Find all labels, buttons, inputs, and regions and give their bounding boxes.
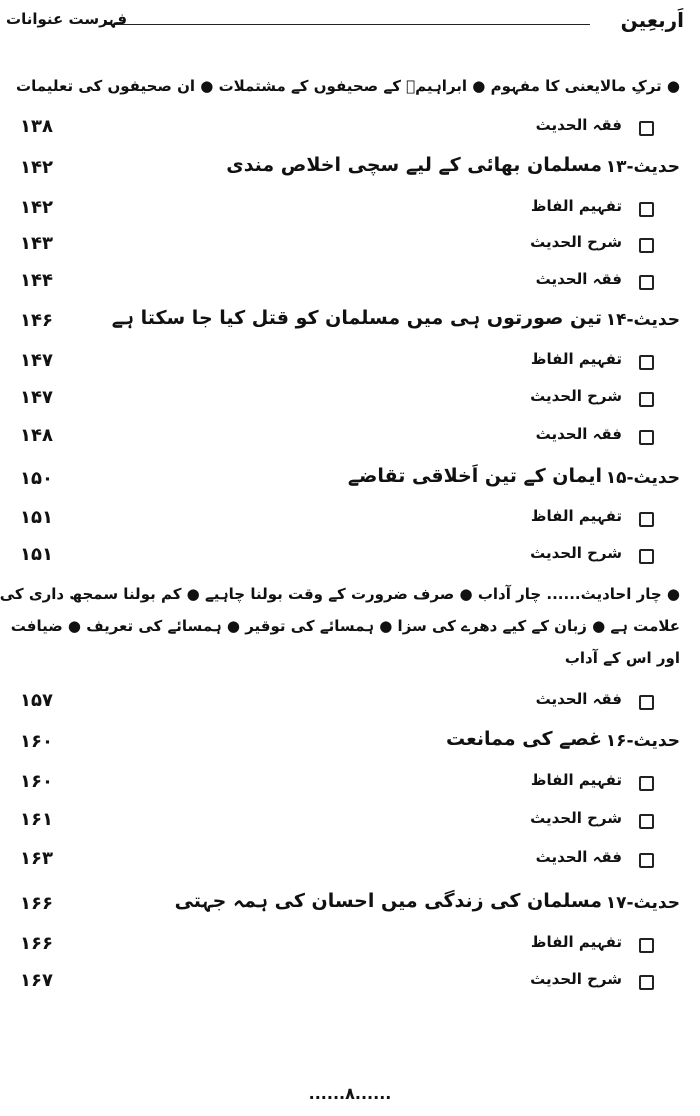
toc-row (0, 540, 700, 572)
checkbox-bullet-icon (639, 430, 654, 445)
hadith-label: حدیث-۱۵ (605, 468, 680, 488)
checkbox-bullet-icon (639, 695, 654, 710)
page-number: ۱۴۷ (20, 350, 53, 371)
toc-hadith-row (0, 727, 700, 759)
hadith-label: حدیث-۱۷ (605, 893, 680, 913)
checkbox-bullet-icon (639, 275, 654, 290)
hadith-label: حدیث-۱۶ (605, 731, 680, 751)
section-title: فہرست عنوانات (6, 10, 128, 28)
toc-entry-label: شرح الحدیث (530, 387, 622, 405)
toc-row (0, 421, 700, 453)
hadith-label: حدیث-۱۳ (605, 157, 680, 177)
checkbox-bullet-icon (639, 121, 654, 136)
toc-row (0, 929, 700, 961)
page-number: ۱۶۷ (20, 970, 53, 991)
footer-page-number: ......۸...... (308, 1084, 392, 1103)
checkbox-bullet-icon (639, 975, 654, 990)
toc-entry-label: تفہیم الفاظ (530, 350, 622, 368)
toc-row (0, 346, 700, 378)
toc-entry-label: تفہیم الفاظ (530, 507, 622, 525)
checkbox-bullet-icon (639, 853, 654, 868)
page-number: ۱۵۱ (20, 507, 53, 528)
checkbox-bullet-icon (639, 392, 654, 407)
toc-hadith-row (0, 306, 700, 338)
page-number: ۱۴۶ (20, 310, 53, 331)
toc-row (0, 805, 700, 837)
toc-entry-label: شرح الحدیث (530, 544, 622, 562)
toc-row (0, 112, 700, 144)
topics-paragraph-line: ● چار احادیث...... چار آداب ● صرف ضرورت کے وقت بولنا چاہیے ● کم بولنا سمجھ داری کی (0, 585, 680, 603)
page-number: ۱۶۳ (20, 848, 53, 869)
page-number: ۱۶۰ (20, 731, 53, 752)
checkbox-bullet-icon (639, 238, 654, 253)
toc-row (0, 193, 700, 225)
toc-hadith-row (0, 464, 700, 496)
toc-entry-label: شرح الحدیث (530, 809, 622, 827)
toc-entry-label: تفہیم الفاظ (530, 771, 622, 789)
toc-entry-label: فقہ الحدیث (535, 690, 622, 708)
toc-row (0, 503, 700, 535)
checkbox-bullet-icon (639, 549, 654, 564)
hadith-title: ایمان کے تین اَخلاقی تقاضے (347, 465, 602, 487)
toc-entry-label: تفہیم الفاظ (530, 197, 622, 215)
toc-row (0, 266, 700, 298)
toc-hadith-row (0, 889, 700, 921)
page-number: ۱۶۶ (20, 893, 53, 914)
topics-paragraph (0, 578, 680, 674)
toc-entry-label: تفہیم الفاظ (530, 933, 622, 951)
checkbox-bullet-icon (639, 938, 654, 953)
toc-hadith-row (0, 153, 700, 185)
hadith-title: تین صورتوں ہی میں مسلمان کو قتل کیا جا سکتا ہے (111, 307, 602, 329)
page-number: ۱۶۰ (20, 771, 53, 792)
toc-row (0, 844, 700, 876)
page-number: ۱۵۰ (20, 468, 53, 489)
intro-paragraph-line: ● ترکِ مالایعنی کا مفہوم ● ابراہیمؑ کے صحیفوں کے مشتملات ● ان صحیفوں کی تعلیمات (16, 77, 680, 95)
checkbox-bullet-icon (639, 814, 654, 829)
page-number: ۱۴۷ (20, 387, 53, 408)
checkbox-bullet-icon (639, 355, 654, 370)
hadith-title: مسلمان کی زندگی میں احسان کی ہمہ جہتی (174, 890, 602, 912)
page-number: ۱۶۱ (20, 809, 53, 830)
header-rule (104, 24, 590, 25)
topics-paragraph-line: علامت ہے ● زبان کے کیے دھرے کی سزا ● ہمسائے کی توقیر ● ہمسائے کی تعریف ● ضیافت (10, 617, 680, 635)
toc-entry-label: شرح الحدیث (530, 233, 622, 251)
hadith-label: حدیث-۱۴ (605, 310, 680, 330)
hadith-title: غصے کی ممانعت (446, 728, 602, 750)
toc-row (0, 767, 700, 799)
page-number: ۱۴۸ (20, 425, 53, 446)
toc-entry-label: شرح الحدیث (530, 970, 622, 988)
toc-entry-label: فقہ الحدیث (535, 270, 622, 288)
toc-row (0, 966, 700, 998)
toc-row (0, 686, 700, 718)
toc-row (0, 229, 700, 261)
hadith-title: مسلمان بھائی کے لیے سچی اخلاص مندی (226, 154, 602, 176)
page-number: ۱۴۲ (20, 197, 53, 218)
page-number: ۱۴۲ (20, 157, 53, 178)
topics-paragraph-line: اور اس کے آداب (564, 649, 680, 667)
toc-entry-label: فقہ الحدیث (535, 848, 622, 866)
page-number: ۱۵۱ (20, 544, 53, 565)
page-header (0, 6, 700, 36)
checkbox-bullet-icon (639, 202, 654, 217)
toc-row (0, 383, 700, 415)
page-number: ۱۶۶ (20, 933, 53, 954)
toc-entry-label: فقہ الحدیث (535, 425, 622, 443)
checkbox-bullet-icon (639, 776, 654, 791)
page-number: ۱۴۳ (20, 233, 53, 254)
page-number: ۱۴۴ (20, 270, 53, 291)
toc-entry-label: فقہ الحدیث (535, 116, 622, 134)
book-title: اَربعِین (620, 8, 684, 32)
page-number: ۱۵۷ (20, 690, 53, 711)
checkbox-bullet-icon (639, 512, 654, 527)
page-number: ۱۳۸ (20, 116, 53, 137)
intro-paragraph (16, 70, 680, 102)
